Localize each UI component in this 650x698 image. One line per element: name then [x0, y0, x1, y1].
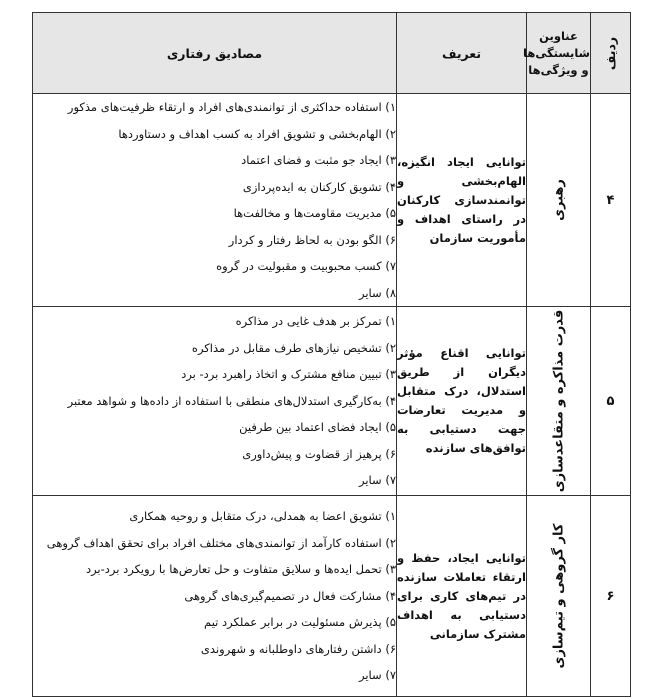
- header-competency: [523, 13, 591, 94]
- table-row: [33, 496, 631, 697]
- list-item: ۵) ایجاد فضای اعتماد بین طرفین: [239, 420, 396, 435]
- list-item: ۳) ایجاد جو مثبت و فضای اعتماد: [241, 153, 396, 167]
- header-row: [33, 13, 631, 94]
- competency-cell: [527, 94, 591, 307]
- behavior-list: [33, 308, 396, 494]
- competency-title: قدرت مذاکره و متقاعدسازی: [551, 309, 566, 493]
- behaviors-cell: [33, 94, 397, 307]
- header-definition: تعریف: [397, 13, 527, 94]
- table-row: [33, 94, 631, 307]
- competency-title: کار گروهی و تیم‌سازی: [551, 523, 566, 669]
- definition-cell: توانایی ایجاد انگیزه، الهام‌بخشی و توانمندسازی کارکنان در راستای اهداف و مأموریت سازمان: [397, 94, 527, 307]
- list-item: ۱) تمرکز بر هدف غایی در مذاکره: [235, 314, 396, 329]
- competency-cell: [527, 307, 591, 496]
- header-competency-line: عناوین: [539, 28, 578, 43]
- list-item: ۲) استفاده کارآمد از توانمندی‌های مختلف افراد برای تحقق اهداف گروهی: [46, 535, 396, 550]
- list-item: ۶) پرهیز از قضاوت و پیش‌داوری: [242, 446, 396, 461]
- list-item: ۷) سایر: [358, 473, 396, 488]
- row-number: ۴: [591, 94, 631, 307]
- list-item: ۵) مدیریت مقاومت‌ها و مخالفت‌ها: [233, 206, 396, 220]
- list-item: ۲) الهام‌بخشی و تشویق افراد به کسب اهداف و دستاوردها: [118, 126, 396, 141]
- behavior-list: [33, 503, 396, 689]
- table-row: [33, 307, 631, 496]
- list-item: ۶) داشتن رفتارهای داوطلبانه و شهروندی: [200, 641, 396, 656]
- list-item: ۴) تشویق کارکنان به ایده‌پردازی: [242, 179, 396, 194]
- header-row-number: ردیف: [591, 13, 631, 94]
- header-competency-line: شایستگی‌ها: [523, 45, 590, 60]
- list-item: ۸) سایر: [358, 285, 396, 300]
- list-item: ۱) استفاده حداکثری از توانمندی‌های افراد و ارتقاء ظرفیت‌های مذکور: [67, 100, 396, 114]
- list-item: ۳) تبیین منافع مشترک و اتخاذ راهبرد برد- برد: [181, 367, 396, 382]
- list-item: ۴) به‌کارگیری استدلال‌های منطقی با استفاده از داده‌ها و شواهد معتبر: [67, 393, 396, 408]
- list-item: ۲) تشخیص نیازهای طرف مقابل در مذاکره: [191, 340, 396, 355]
- list-item: ۱) تشویق اعضا به همدلی، درک متقابل و روحیه همکاری: [129, 509, 396, 524]
- list-item: ۶) الگو بودن به لحاظ رفتار و کردار: [228, 232, 396, 247]
- header-behavioral-examples: مصادیق رفتاری: [33, 13, 397, 94]
- header-competency-line: و ویژگی‌ها: [528, 62, 589, 77]
- list-item: ۷) کسب محبوبیت و مقبولیت در گروه: [216, 259, 396, 273]
- competency-title: رهبری: [551, 179, 566, 221]
- definition-cell: توانایی اقناع مؤثر دیگران از طریق استدلال، درک متقابل و مدیریت تعارضات جهت دستیابی به توافق‌های سازنده: [397, 307, 527, 496]
- behaviors-cell: [33, 307, 397, 496]
- competency-cell: [527, 496, 591, 697]
- list-item: ۵) پذیرش مسئولیت در برابر عملکرد تیم: [204, 615, 396, 630]
- behavior-list: [33, 94, 396, 306]
- list-item: ۷) سایر: [358, 668, 396, 683]
- definition-cell: توانایی ایجاد، حفظ و ارتقاء تعاملات سازنده در تیم‌های کاری برای دستیابی به اهداف مشترک سازمانی: [397, 496, 527, 697]
- behaviors-cell: [33, 496, 397, 697]
- row-number: ۶: [591, 496, 631, 697]
- list-item: ۴) مشارکت فعال در تصمیم‌گیری‌های گروهی: [184, 588, 396, 603]
- row-number: ۵: [591, 307, 631, 496]
- list-item: ۳) تحمل ایده‌ها و سلایق متفاوت و حل تعارض‌ها با رویکرد برد-برد: [85, 562, 396, 577]
- competency-table: [32, 12, 631, 697]
